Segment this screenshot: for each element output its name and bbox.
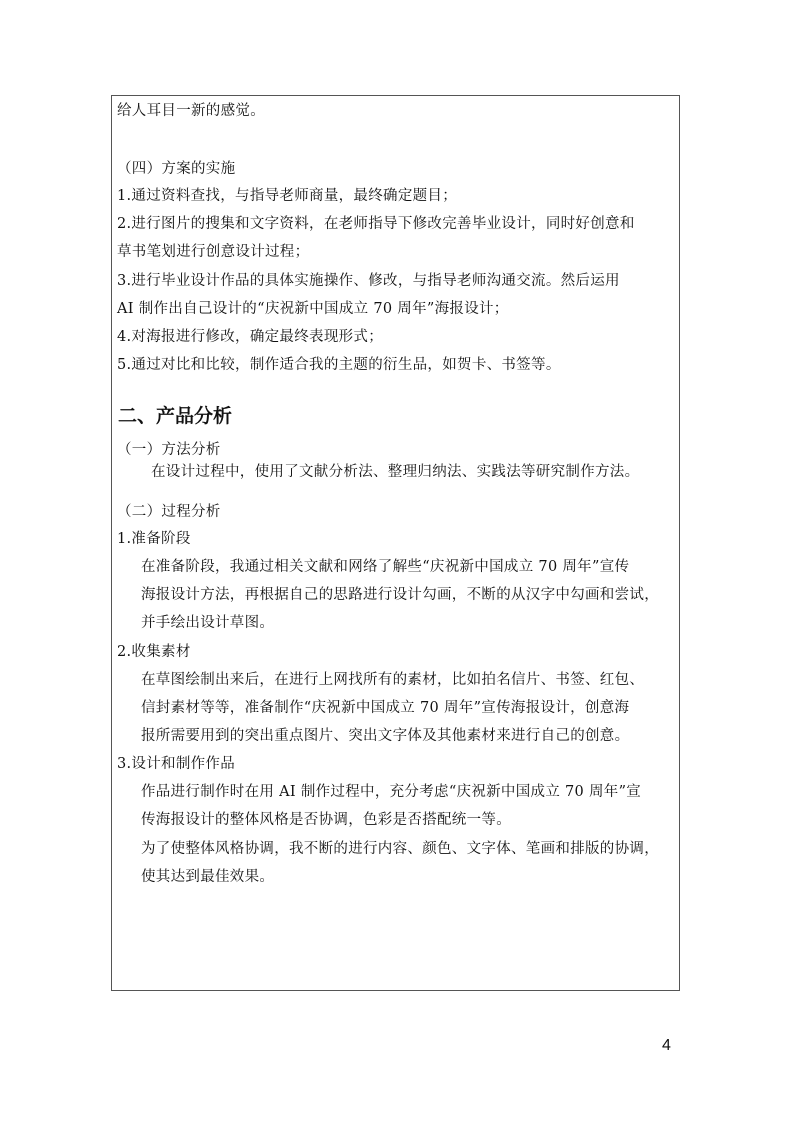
paragraph-line: 使其达到最佳效果。 xyxy=(141,869,275,885)
paragraph-line: 在设计过程中，使用了文献分析法、整理归纳法、实践法等研究制作方法。 xyxy=(151,464,640,480)
list-item-continuation: AI 制作出自己设计的“庆祝新中国成立 70 周年”海报设计； xyxy=(117,301,509,317)
list-item-title: 1.准备阶段 xyxy=(117,531,191,547)
paragraph-line: 海报设计方法，再根据自己的思路进行设计勾画，不断的从汉字中勾画和尝试， xyxy=(141,587,659,603)
page-number: 4 xyxy=(662,1037,671,1054)
section-heading: 二、产品分析 xyxy=(118,405,233,427)
section-subheading: （四）方案的实施 xyxy=(117,161,236,177)
paragraph-line: 作品进行制作时在用 AI 制作过程中，充分考虑“庆祝新中国成立 70 周年”宣 xyxy=(141,784,642,800)
list-item-title: 3.设计和制作作品 xyxy=(117,756,236,772)
paragraph-line: 在草图绘制出来后，在进行上网找所有的素材，比如拍名信片、书签、红包、 xyxy=(141,672,645,688)
section-subheading: （二）过程分析 xyxy=(117,504,221,520)
list-item: 3.进行毕业设计作品的具体实施操作、修改，与指导老师沟通交流。然后运用 xyxy=(117,273,620,289)
list-item: 4.对海报进行修改，确定最终表现形式； xyxy=(117,329,384,345)
list-item-continuation: 草书笔划进行创意设计过程； xyxy=(117,244,310,260)
list-item: 1.通过资料查找，与指导老师商量，最终确定题目； xyxy=(117,188,458,204)
paragraph-line: 给人耳目一新的感觉。 xyxy=(117,103,265,119)
list-item-title: 2.收集素材 xyxy=(117,644,191,660)
list-item: 5.通过对比和比较，制作适合我的主题的衍生品，如贺卡、书签等。 xyxy=(117,357,561,373)
paragraph-line: 传海报设计的整体风格是否协调，色彩是否搭配统一等。 xyxy=(141,812,511,828)
paragraph-line: 并手绘出设计草图。 xyxy=(141,615,275,631)
paragraph-line: 信封素材等等，准备制作“庆祝新中国成立 70 周年”宣传海报设计，创意海 xyxy=(141,700,630,716)
paragraph-line: 报所需要用到的突出重点图片、突出文字体及其他素材来进行自己的创意。 xyxy=(141,728,630,744)
paragraph-line: 为了使整体风格协调，我不断的进行内容、颜色、文字体、笔画和排版的协调， xyxy=(141,841,659,857)
list-item: 2.进行图片的搜集和文字资料，在老师指导下修改完善毕业设计，同时好创意和 xyxy=(117,216,635,232)
section-subheading: （一）方法分析 xyxy=(117,442,221,458)
paragraph-line: 在准备阶段，我通过相关文献和网络了解些“庆祝新中国成立 70 周年”宣传 xyxy=(141,559,630,575)
